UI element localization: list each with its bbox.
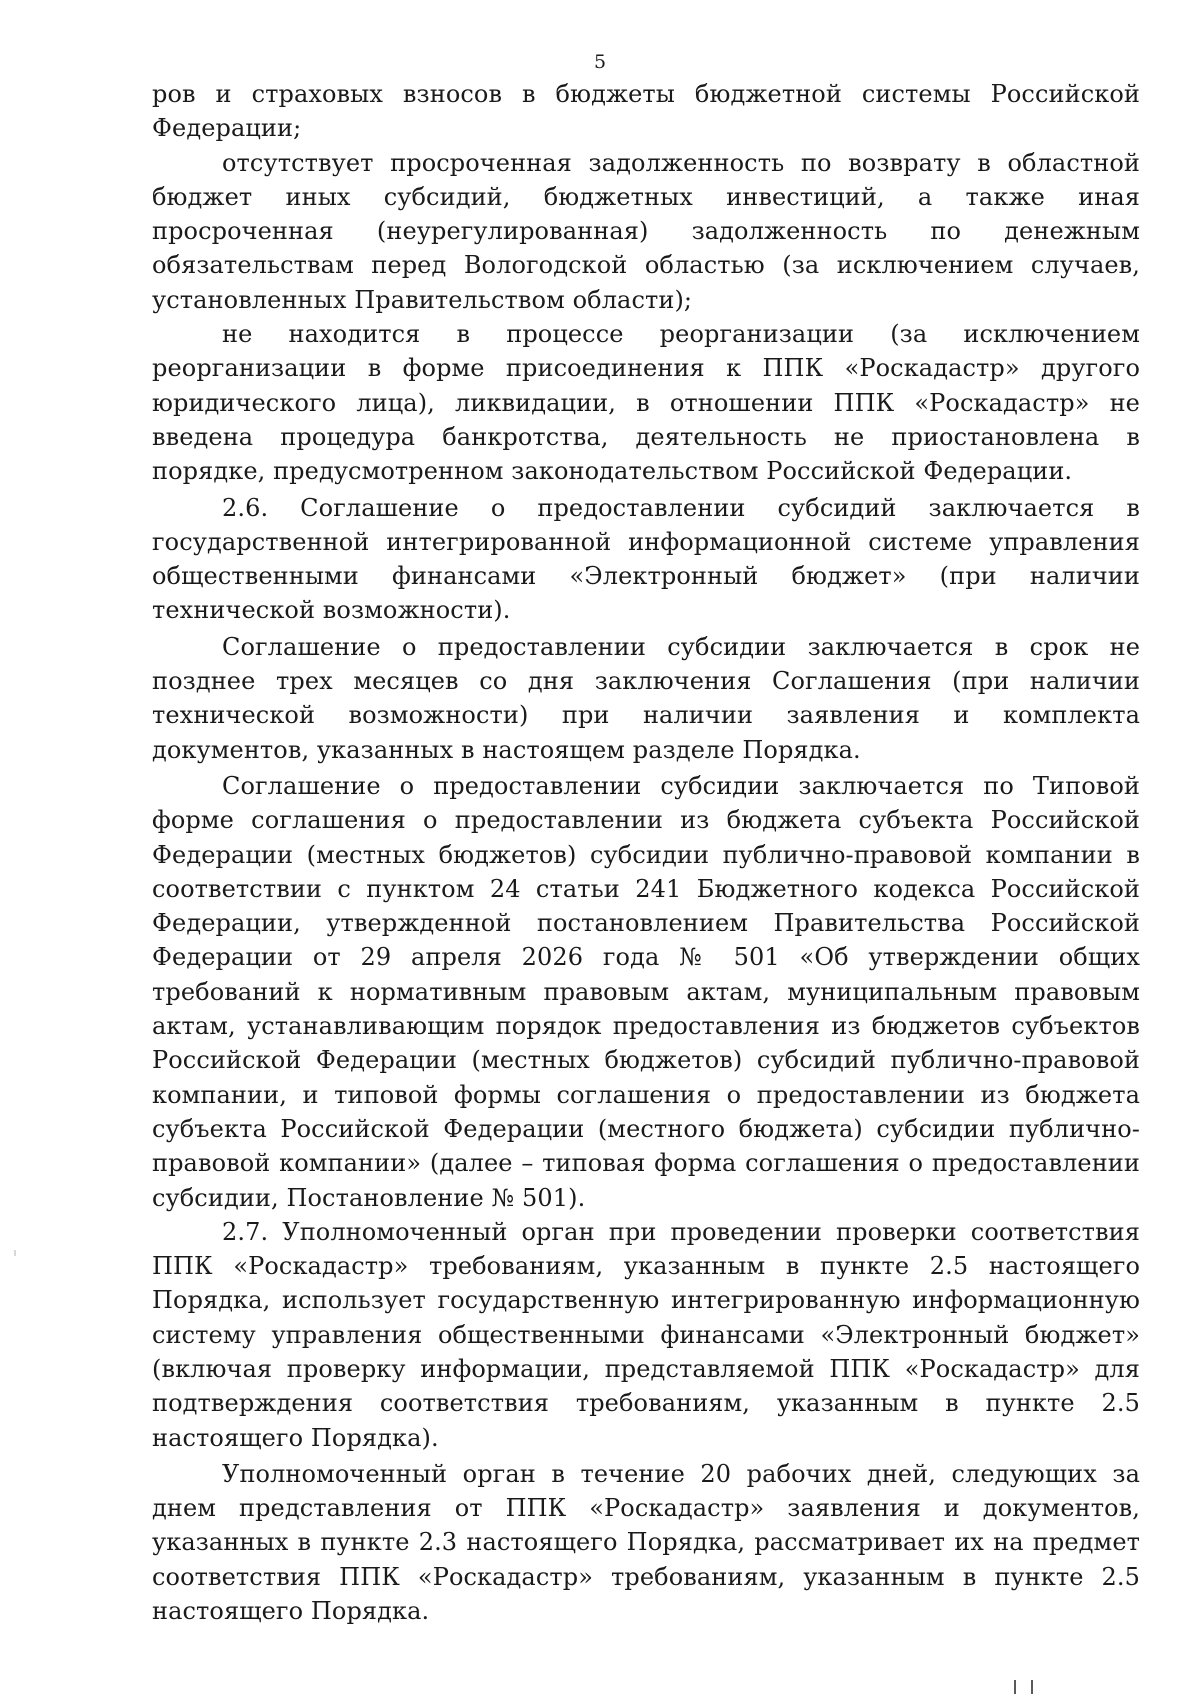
scan-mark xyxy=(1014,1680,1016,1694)
paragraph-no-overdue-debt: отсутствует просроченная задолженность по возврату в областной бюджет иных субсидий, бюджетных инвестиций, а также иная просроченная (неурегулированная) задолженность по денежным обязательствам перед Вологодской областью (за исключением случаев, установленных Правительством области); xyxy=(152,148,1140,314)
paragraph-no-reorganization: не находится в процессе реорганизации (за исключением реорганизации в форме присоединения к ППК «Роскадастр» другого юридического лица), ликвидации, в отношении ППК «Роскадастр» не введена процедура банкротства, деятельность не приостановлена в порядке, предусмотренном законодательством Российской Федерации. xyxy=(152,320,1140,486)
paragraph-agreement-term: Соглашение о предоставлении субсидии заключается в срок не позднее трех месяцев со дня заключения Соглашения (при наличии технической возможности) при наличии заявления и комплекта документов, указанных в настоящем разделе Порядка. xyxy=(152,632,1140,764)
paragraph-2-6: 2.6. Соглашение о предоставлении субсидий заключается в государственной интегрированной информационной системе управления общественными финансами «Электронный бюджет» (при наличии технической возможности). xyxy=(152,493,1140,625)
scan-speck xyxy=(14,1250,16,1256)
document-body xyxy=(152,77,1140,1628)
paragraph-continuation: ров и страховых взносов в бюджеты бюджетной системы Российской Федерации; xyxy=(152,80,1140,143)
paragraph-review-period: Уполномоченный орган в течение 20 рабочих дней, следующих за днем представления от ППК «Роскадастр» заявления и документов, указанных в пункте 2.3 настоящего Порядка, рассматривает их на предмет соответствия ППК «Роскадастр» требованиям, указанным в пункте 2.5 настоящего Порядка. xyxy=(152,1459,1140,1626)
paragraph-standard-form: Соглашение о предоставлении субсидии заключается по Типовой форме соглашения о предоставлении из бюджета субъекта Российской Федерации (местных бюджетов) субсидии публично-правовой компании в соответствии с пунктом 24 статьи 241 Бюджетного кодекса Российской Федерации, утвержденной постановлением Правительства Российской Федерации от 29 апреля 2026 года № 501 «Об утверждении общих требований к нормативным правовым актам, муниципальным правовым актам, устанавливающим порядок предоставления из бюджетов субъектов Российской Федерации (местных бюджетов) субсидий публично-правовой компании, и типовой формы соглашения о предоставлении из бюджета субъекта Российской Федерации (местного бюджета) субсидии публично-правовой компании» (далее – типовая форма соглашения о предоставлении субсидии, Постановление № 501). xyxy=(152,771,1140,1212)
paragraph-2-7: 2.7. Уполномоченный орган при проведении проверки соответствия ППК «Роскадастр» требованиям, указанным в пункте 2.5 настоящего Порядка, использует государственную интегрированную информационную систему управления общественными финансами «Электронный бюджет» (включая проверку информации, представляемой ППК «Роскадастр» для подтверждения соответствия требованиям, указанным в пункте 2.5 настоящего Порядка). xyxy=(152,1217,1140,1452)
scan-mark xyxy=(1031,1680,1033,1694)
page-number: 5 xyxy=(593,51,607,73)
